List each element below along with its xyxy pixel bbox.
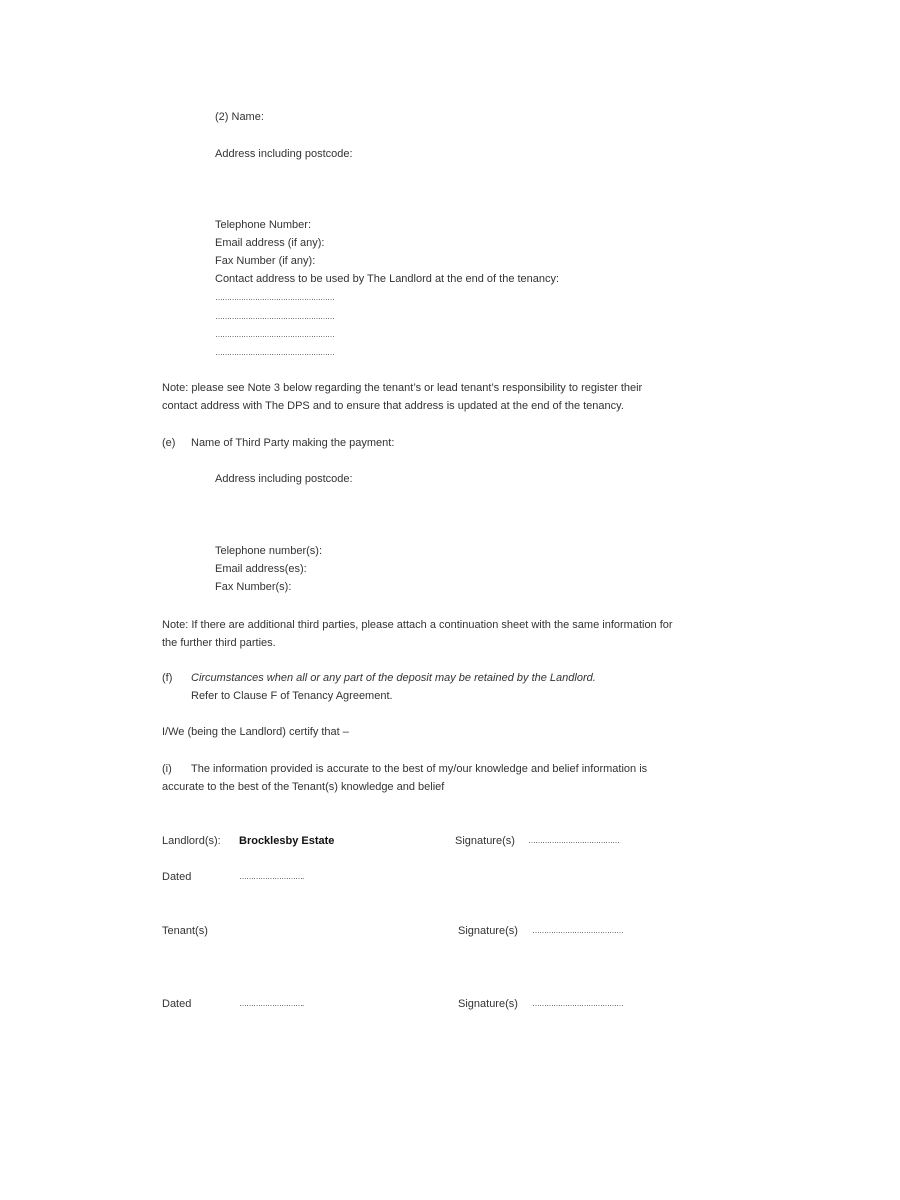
dotted-line: …………………………………………… bbox=[215, 312, 334, 321]
dated-label: Dated bbox=[162, 998, 192, 1010]
dotted-line: …………………………………………… bbox=[215, 348, 334, 357]
section-f-label: (f) bbox=[162, 672, 173, 684]
third-party-name-label: Name of Third Party making the payment: bbox=[191, 437, 395, 449]
address-label: Address including postcode: bbox=[215, 148, 353, 160]
third-party-email-label: Email address(es): bbox=[215, 563, 307, 575]
third-party-fax-label: Fax Number(s): bbox=[215, 581, 292, 593]
dotted-line: …………………………………………… bbox=[215, 293, 334, 302]
note-line: Note: please see Note 3 below regarding the tenant’s or lead tenant’s responsibility to register their bbox=[162, 382, 643, 394]
signature-label: Signature(s) bbox=[455, 835, 515, 847]
signature-line[interactable]: ………………………………… bbox=[532, 999, 623, 1008]
note-line: the further third parties. bbox=[162, 637, 276, 649]
tenant-label: Tenant(s) bbox=[162, 925, 208, 937]
section-f-title: Circumstances when all or any part of the deposit may be retained by the Landlord. bbox=[191, 672, 596, 684]
clause-i-line: accurate to the best of the Tenant(s) knowledge and belief bbox=[162, 781, 445, 793]
certify-text: I/We (being the Landlord) certify that – bbox=[162, 726, 349, 738]
date-line[interactable]: ………………………. bbox=[239, 872, 304, 881]
email-label: Email address (if any): bbox=[215, 237, 325, 249]
landlord-label: Landlord(s): bbox=[162, 835, 221, 847]
clause-i-line: The information provided is accurate to the best of my/our knowledge and belief information is bbox=[191, 763, 648, 775]
contact-address-label: Contact address to be used by The Landlord at the end of the tenancy: bbox=[215, 273, 560, 285]
clause-i-label: (i) bbox=[162, 763, 172, 775]
signature-label: Signature(s) bbox=[458, 925, 518, 937]
note-line: contact address with The DPS and to ensure that address is updated at the end of the tenancy. bbox=[162, 400, 624, 412]
name-label: (2) Name: bbox=[215, 111, 264, 123]
section-e-label: (e) bbox=[162, 437, 176, 449]
third-party-address-label: Address including postcode: bbox=[215, 473, 353, 485]
section-f-text: Refer to Clause F of Tenancy Agreement. bbox=[191, 690, 393, 702]
dotted-line: …………………………………………… bbox=[215, 330, 334, 339]
landlord-value: Brocklesby Estate bbox=[239, 835, 335, 847]
signature-line[interactable]: ………………………………… bbox=[532, 926, 623, 935]
signature-line[interactable]: ………………………………… bbox=[528, 836, 619, 845]
third-party-telephone-label: Telephone number(s): bbox=[215, 545, 323, 557]
dated-label: Dated bbox=[162, 871, 192, 883]
fax-label: Fax Number (if any): bbox=[215, 255, 316, 267]
signature-label: Signature(s) bbox=[458, 998, 518, 1010]
date-line[interactable]: ………………………. bbox=[239, 999, 304, 1008]
note-line: Note: If there are additional third parties, please attach a continuation sheet with the same information for bbox=[162, 619, 673, 631]
telephone-label: Telephone Number: bbox=[215, 219, 312, 231]
